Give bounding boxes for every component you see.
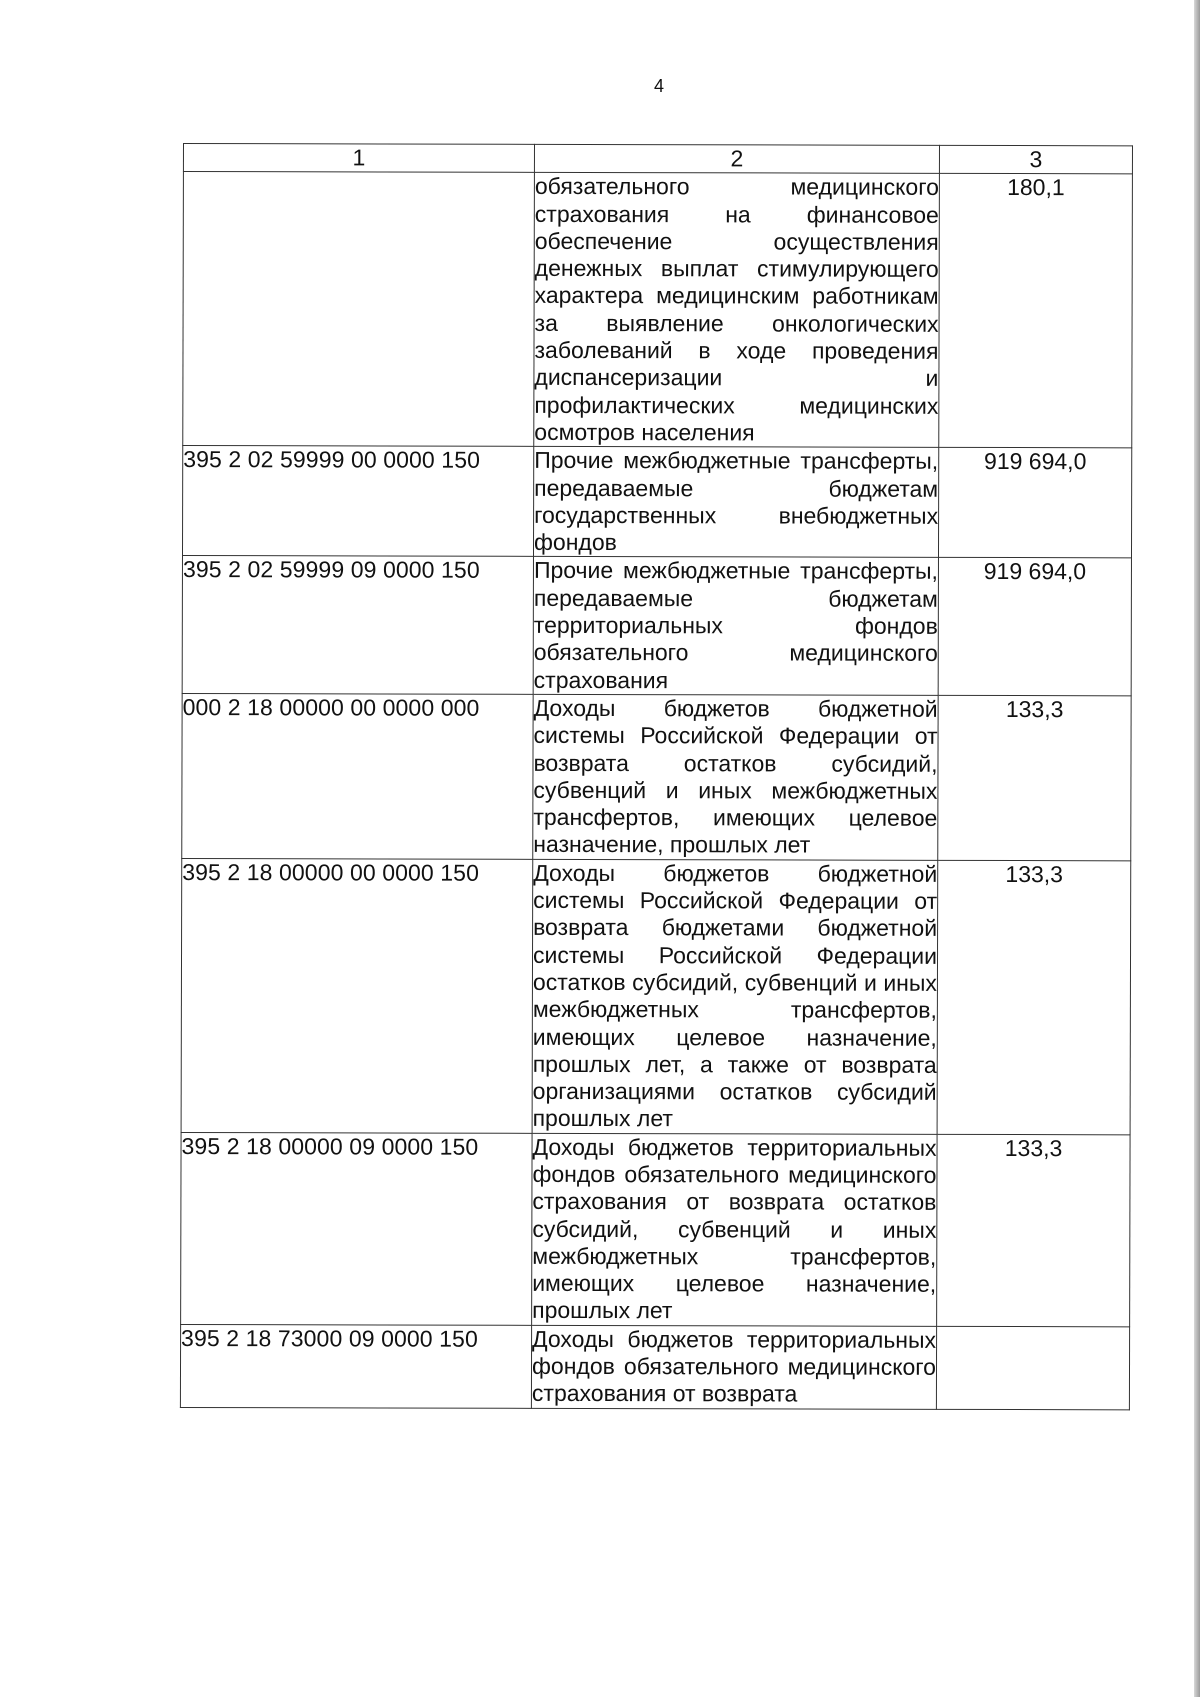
table-row <box>181 858 1131 1134</box>
amount-value <box>936 1326 1129 1409</box>
revenue-description: Доходы бюджетов бюджетной системы Российской Федерации от возврата остатков субсидий, субвенций и иных межбюджетных трансфертов, имеющих целевое назначение, прошлых лет <box>533 694 938 860</box>
table-row <box>182 556 1131 696</box>
budget-code: 395 2 02 59999 09 0000 150 <box>182 556 533 694</box>
revenue-description: обязательного медицинского страхования на финансовое обеспечение осуществления денежных выплат стимулирующего характера медицинским работникам за выявление онкологических заболеваний в ходе проведения диспансеризации и профилактических медицинских осмотров населения <box>534 173 940 448</box>
budget-code: 395 2 18 73000 09 0000 150 <box>180 1324 531 1408</box>
table-row <box>183 172 1133 448</box>
revenue-description: Доходы бюджетов бюджетной системы Российской Федерации от возврата бюджетами бюджетной системы Российской Федерации остатков субсидий, субвенций и иных межбюджетных трансфертов, имеющих целевое назначение, прошлых лет, а также от возврата организациями остатков субсидий прошлых лет <box>532 859 938 1134</box>
amount-value: 180,1 <box>939 174 1133 448</box>
table-row <box>182 446 1131 559</box>
revenue-description: Доходы бюджетов территориальных фондов обязательного медицинского страхования от возврата <box>531 1325 936 1409</box>
budget-code: 395 2 18 00000 00 0000 150 <box>181 858 533 1133</box>
column-header-2: 2 <box>534 144 939 173</box>
budget-code: 000 2 18 00000 00 0000 000 <box>182 693 533 859</box>
budget-code <box>183 172 535 447</box>
revenue-description: Доходы бюджетов территориальных фондов обязательного медицинского страхования от возврата остатков субсидий, субвенций и иных межбюджетных трансфертов, имеющих целевое назначение, прошлых лет <box>532 1133 937 1326</box>
amount-value: 919 694,0 <box>938 558 1131 696</box>
amount-value: 133,3 <box>937 860 1131 1134</box>
amount-value: 133,3 <box>937 1134 1130 1327</box>
revenue-table <box>180 143 1133 1410</box>
page-number: 4 <box>653 76 664 96</box>
scan-edge <box>1194 0 1200 1697</box>
budget-code: 395 2 02 59999 00 0000 150 <box>182 446 533 557</box>
revenue-description: Прочие межбюджетные трансферты, передаваемые бюджетам государственных внебюджетных фондов <box>533 447 938 558</box>
column-header-1: 1 <box>183 144 534 173</box>
column-header-3: 3 <box>939 145 1132 174</box>
revenue-description: Прочие межбюджетные трансферты, передаваемые бюджетам территориальных фондов обязательного медицинского страхования <box>533 557 938 695</box>
table-row <box>181 1132 1130 1326</box>
budget-code: 395 2 18 00000 09 0000 150 <box>181 1132 532 1325</box>
amount-value: 133,3 <box>938 695 1131 860</box>
table-row <box>182 693 1131 860</box>
table-row <box>180 1324 1129 1409</box>
amount-value: 919 694,0 <box>938 448 1131 559</box>
table-header-row <box>183 144 1132 175</box>
